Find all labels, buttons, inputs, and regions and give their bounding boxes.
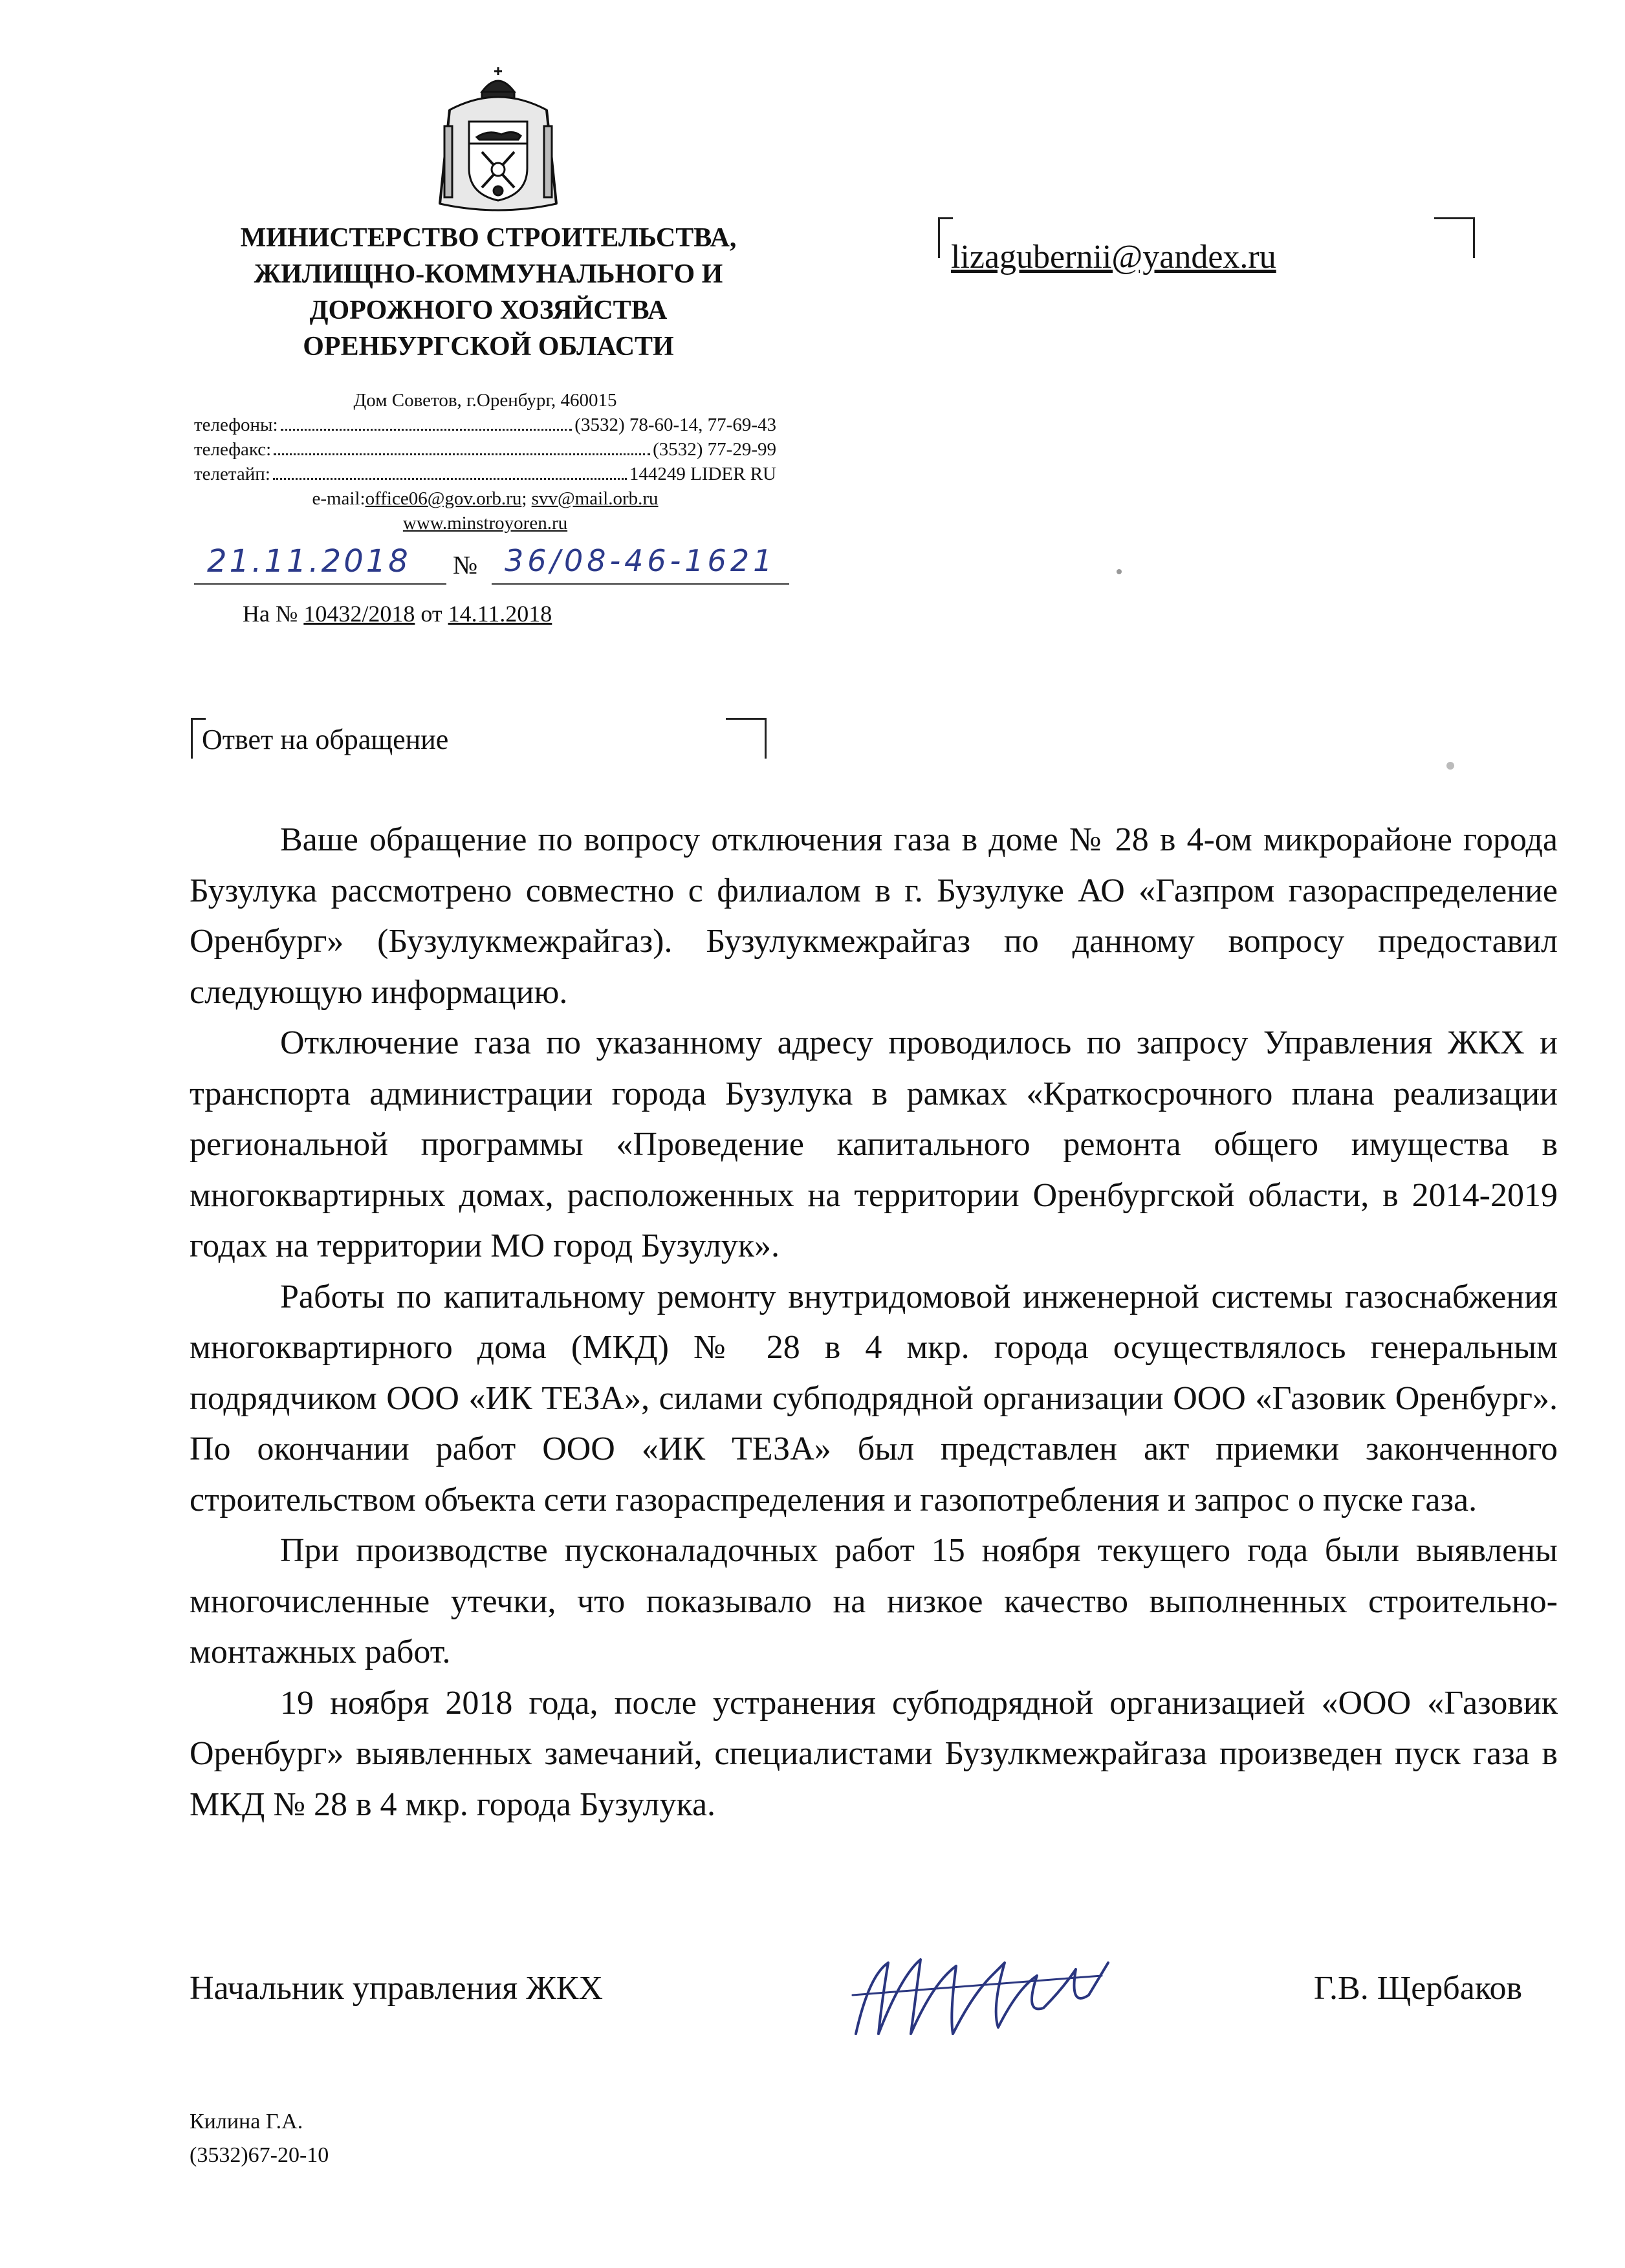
reply-date: 14.11.2018 — [448, 601, 552, 627]
email-separator: ; — [521, 488, 527, 509]
body-paragraph: 19 ноября 2018 года, после устранения субподрядной организацией «ООО «Газовик Оренбург» выявленных замечаний, специалистами Бузулкмежрайгаза произведен пуск газа в МКД № 28 в 4 мкр. города Бузулука. — [190, 1684, 1558, 1823]
ministry-name — [188, 220, 789, 365]
registration-line — [194, 543, 776, 595]
reply-number: 10432/2018 — [303, 601, 415, 627]
scan-speck — [1117, 569, 1122, 574]
orenburg-coat-of-arms-icon — [430, 65, 566, 217]
email-link-2[interactable]: svv@mail.orb.ru — [531, 488, 659, 509]
ministry-line: ДОРОЖНОГО ХОЗЯЙСТВА — [309, 296, 668, 325]
address: Дом Советов, г.Оренбург, 460015 — [353, 390, 617, 411]
phones-label: телефоны: — [194, 415, 278, 435]
leader-dots — [281, 429, 573, 431]
email-row — [194, 486, 776, 511]
subject-line: Ответ на обращение — [202, 724, 449, 755]
website-row — [194, 511, 776, 535]
fax-value: (3532) 77-29-99 — [653, 439, 776, 460]
handwritten-signature — [843, 1937, 1115, 2053]
executor-block — [190, 2105, 329, 2172]
leader-dots — [274, 453, 650, 455]
registration-number: 36/08-46-1621 — [492, 543, 789, 585]
executor-name: Килина Г.А. — [190, 2110, 303, 2133]
body-paragraph: Отключение газа по указанному адресу проводилось по запросу Управления ЖКХ и транспорта администрации города Бузулука в рамках «Краткосрочного плана реализации региональной программы «Проведение капитального ремонта общего имущества в многоквартирных домах, расположенных на территории Оренбургской области, в 2014-2019 годах на территории МО город Бузулук». — [190, 1024, 1558, 1264]
body-paragraph: Работы по капитальному ремонту внутридомовой инженерной системы газоснабжения многоквартирного дома (МКД) № 28 в 4 мкр. города осуществлялось генеральным подрядчиком ООО «ИК ТЕЗА», силами субподрядной организации ООО «Газовик Оренбург». По окончании работ ООО «ИК ТЕЗА» был представлен акт приемки законченного строительством объекта сети газораспределения и газопотребления и запрос о пуске газа. — [190, 1278, 1558, 1518]
body-paragraph: Ваше обращение по вопросу отключения газа в доме № 28 в 4-ом микрорайоне города Бузулука рассмотрено совместно с филиалом в г. Бузулуке АО «Газпром газораспределение Оренбург» (Бузулукмежрайгаз). Бузулукмежрайгаз по данному вопросу предоставил следующую информацию. — [190, 821, 1558, 1011]
ministry-line: ЖИЛИЩНО-КОММУНАЛЬНОГО И — [254, 259, 723, 289]
ministry-line: ОРЕНБУРГСКОЙ ОБЛАСТИ — [303, 332, 674, 362]
frame-corner — [726, 718, 767, 759]
contact-block — [194, 388, 776, 535]
scan-speck — [1446, 762, 1454, 770]
executor-phone: (3532)67-20-10 — [190, 2143, 329, 2167]
fax-row — [194, 437, 776, 462]
registration-number-label: № — [453, 550, 478, 579]
signature-row — [190, 1956, 1522, 2060]
website-link[interactable]: www.minstroyoren.ru — [402, 513, 568, 534]
fax-label: телефакс: — [194, 439, 272, 460]
registration-date: 21.11.2018 — [194, 543, 446, 585]
reply-from: от — [420, 601, 442, 627]
phones-value: (3532) 78-60-14, 77-69-43 — [574, 415, 776, 435]
frame-corner — [1434, 217, 1475, 258]
teletype-value: 144249 LIDER RU — [629, 464, 776, 484]
letter-body — [190, 815, 1558, 1830]
ministry-line: МИНИСТЕРСТВО СТРОИТЕЛЬСТВА, — [240, 223, 737, 253]
teletype-row — [194, 462, 776, 486]
reply-prefix: На № — [243, 601, 298, 627]
body-paragraph: При производстве пусконаладочных работ 15 ноября текущего года были выявлены многочисленные утечки, что показывало на низкое качество выполненных строительно-монтажных работ. — [190, 1532, 1558, 1670]
email-link-1[interactable]: office06@gov.orb.ru — [365, 488, 522, 509]
email-label: e-mail: — [312, 488, 365, 509]
signer-name: Г.В. Щербаков — [1313, 1970, 1522, 2007]
recipient-email[interactable]: lizagubernii@yandex.ru — [951, 239, 1276, 275]
signer-position: Начальник управления ЖКХ — [190, 1970, 604, 2007]
reply-reference — [243, 600, 552, 627]
teletype-label: телетайп: — [194, 464, 270, 484]
leader-dots — [273, 478, 627, 480]
phones-row — [194, 413, 776, 437]
